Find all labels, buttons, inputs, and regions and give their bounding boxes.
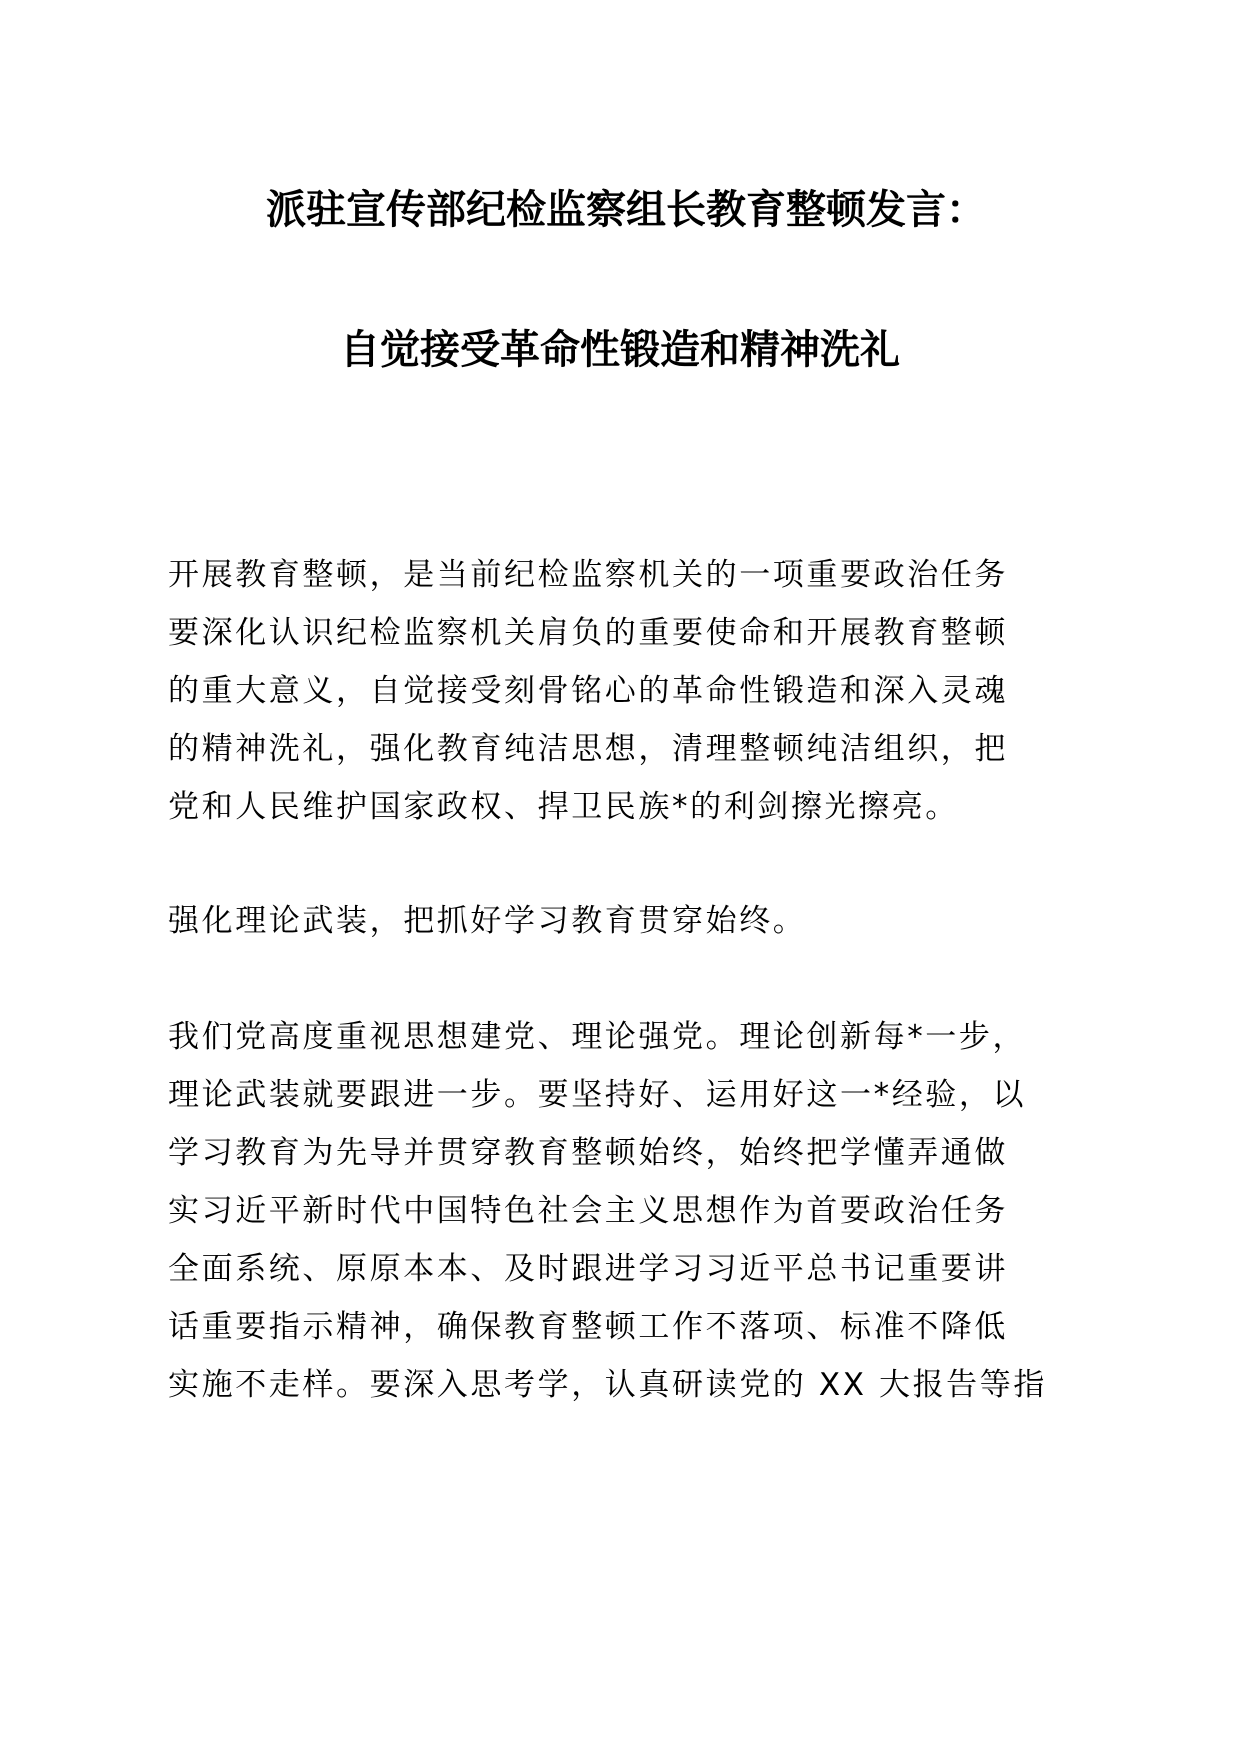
- text-line: 开展教育整顿，是当前纪检监察机关的一项重要政治任务: [168, 557, 1008, 593]
- text-line: 话重要指示精神，确保教育整顿工作不落项、标准不降低: [168, 1309, 1008, 1345]
- text-line: 强化理论武装，把抓好学习教育贯穿始终。: [168, 903, 807, 939]
- document-title-line-1: 派驻宣传部纪检监察组长教育整顿发言：: [266, 187, 986, 233]
- text-line: 实习近平新时代中国特色社会主义思想作为首要政治任务: [168, 1193, 1008, 1229]
- text-line: 实施不走样。要深入思考学，认真研读党的 XX 大报告等指: [168, 1367, 1047, 1403]
- section-heading-theory: [168, 892, 1058, 950]
- text-line: 要深化认识纪检监察机关肩负的重要使命和开展教育整顿: [168, 615, 1008, 651]
- text-line: 学习教育为先导并贯穿教育整顿始终，始终把学懂弄通做: [168, 1135, 1008, 1171]
- paragraph-theory: [168, 1008, 1058, 1414]
- paragraph-intro: [168, 546, 1058, 836]
- text-line: 理论武装就要跟进一步。要坚持好、运用好这一*经验，以: [168, 1077, 1027, 1113]
- text-line: 的精神洗礼，强化教育纯洁思想，清理整顿纯洁组织，把: [168, 731, 1008, 767]
- text-line: 我们党高度重视思想建党、理论强党。理论创新每*一步，: [168, 1019, 1027, 1055]
- text-line: 党和人民维护国家政权、捍卫民族*的利剑擦光擦亮。: [168, 789, 959, 825]
- document-title-line-2: 自觉接受革命性锻造和精神洗礼: [340, 327, 900, 373]
- text-line: 全面系统、原原本本、及时跟进学习习近平总书记重要讲: [168, 1251, 1008, 1287]
- text-line: 的重大意义，自觉接受刻骨铭心的革命性锻造和深入灵魂: [168, 673, 1008, 709]
